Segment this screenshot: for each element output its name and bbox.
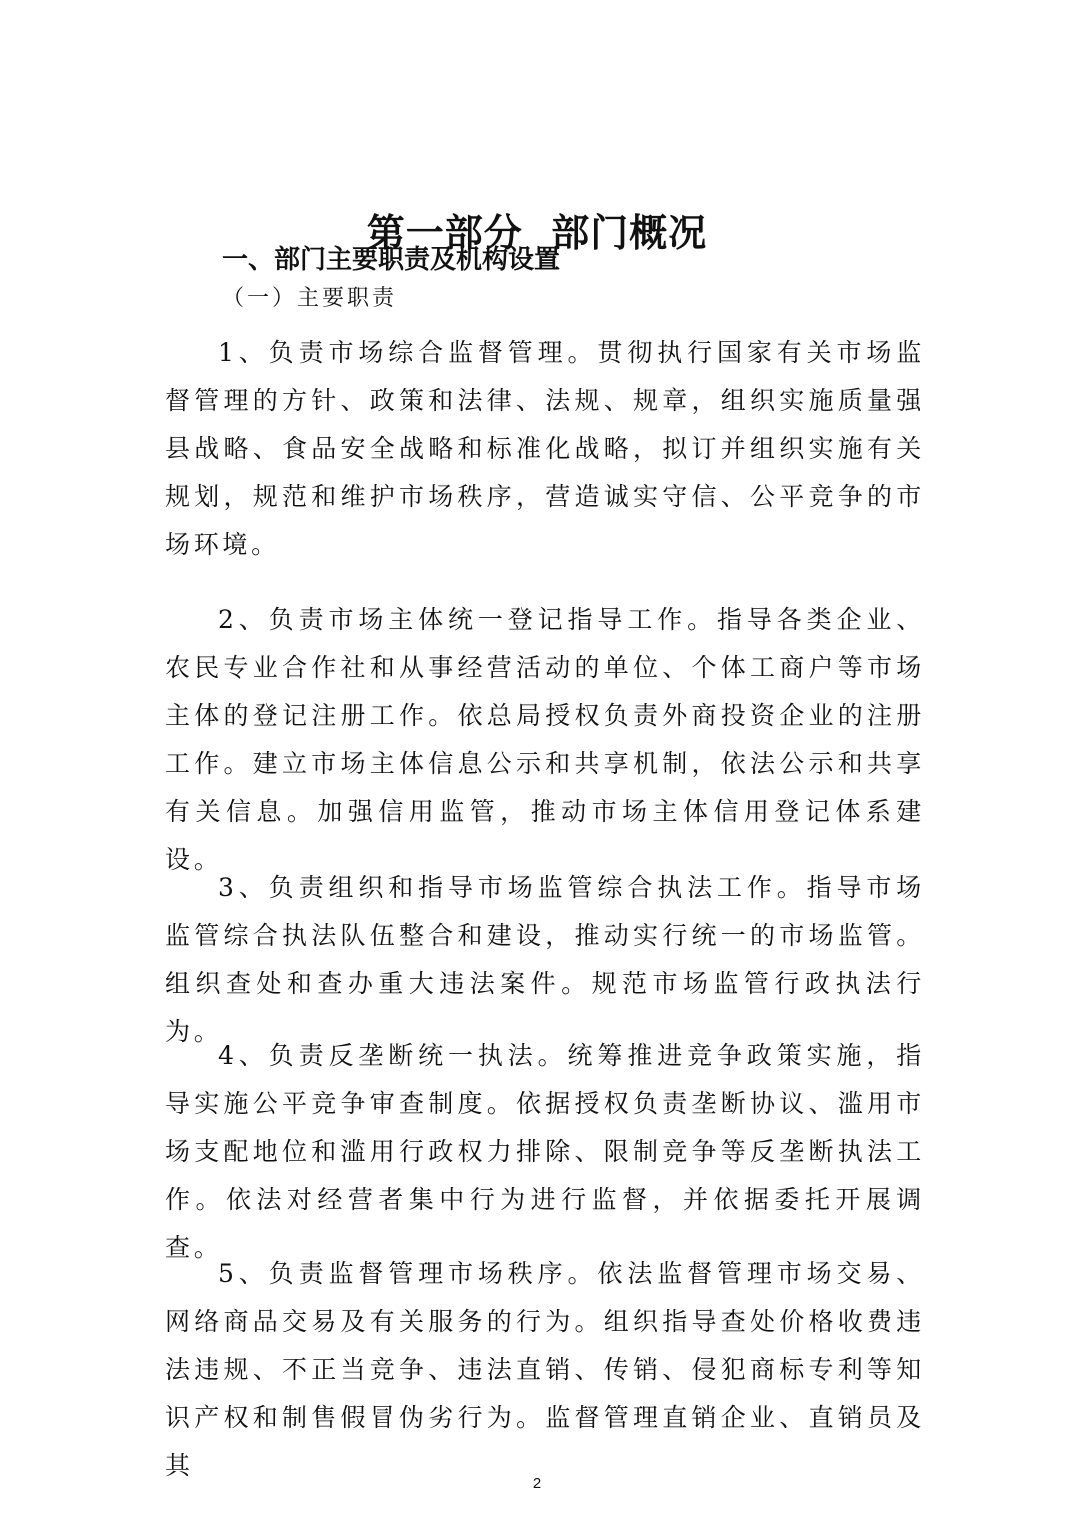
section-heading: 一、部门主要职责及机构设置 — [222, 245, 561, 275]
paragraph-1: 1、负责市场综合监督管理。贯彻执行国家有关市场监督管理的方针、政策和法律、法规、规章，组织实施质量强县战略、食品安全战略和标准化战略，拟订并组织实施有关规划，规范和维护市场秩序，营造诚实守信、公平竞争的市场环境。 — [165, 338, 925, 559]
subsection-heading: （一）主要职责 — [222, 286, 398, 311]
page-title: 第一部分 部门概况 — [366, 210, 708, 256]
paragraph-3: 3、负责组织和指导市场监管综合执法工作。指导市场监管综合执法队伍整合和建设，推动实行统一的市场监管。组织查处和查办重大违法案件。规范市场监管行政执法行为。 — [165, 873, 925, 1046]
paragraph-2: 2、负责市场主体统一登记指导工作。指导各类企业、农民专业合作社和从事经营活动的单位、个体工商户等市场主体的登记注册工作。依总局授权负责外商投资企业的注册工作。建立市场主体信息公示和共享机制，依法公示和共享有关信息。加强信用监管，推动市场主体信用登记体系建设。 — [165, 605, 925, 874]
paragraph-4: 4、负责反垄断统一执法。统筹推进竞争政策实施，指导实施公平竞争审查制度。依据授权负责垄断协议、滥用市场支配地位和滥用行政权力排除、限制竞争等反垄断执法工作。依法对经营者集中行为进行监督，并依据委托开展调查。 — [165, 1041, 925, 1262]
page-number: 2 — [532, 1475, 542, 1492]
paragraph-5: 5、负责监督管理市场秩序。依法监督管理市场交易、网络商品交易及有关服务的行为。组织指导查处价格收费违法违规、不正当竞争、违法直销、传销、侵犯商标专利等知识产权和制售假冒伪劣行为。监督管理直销企业、直销员及其 — [165, 1259, 925, 1480]
